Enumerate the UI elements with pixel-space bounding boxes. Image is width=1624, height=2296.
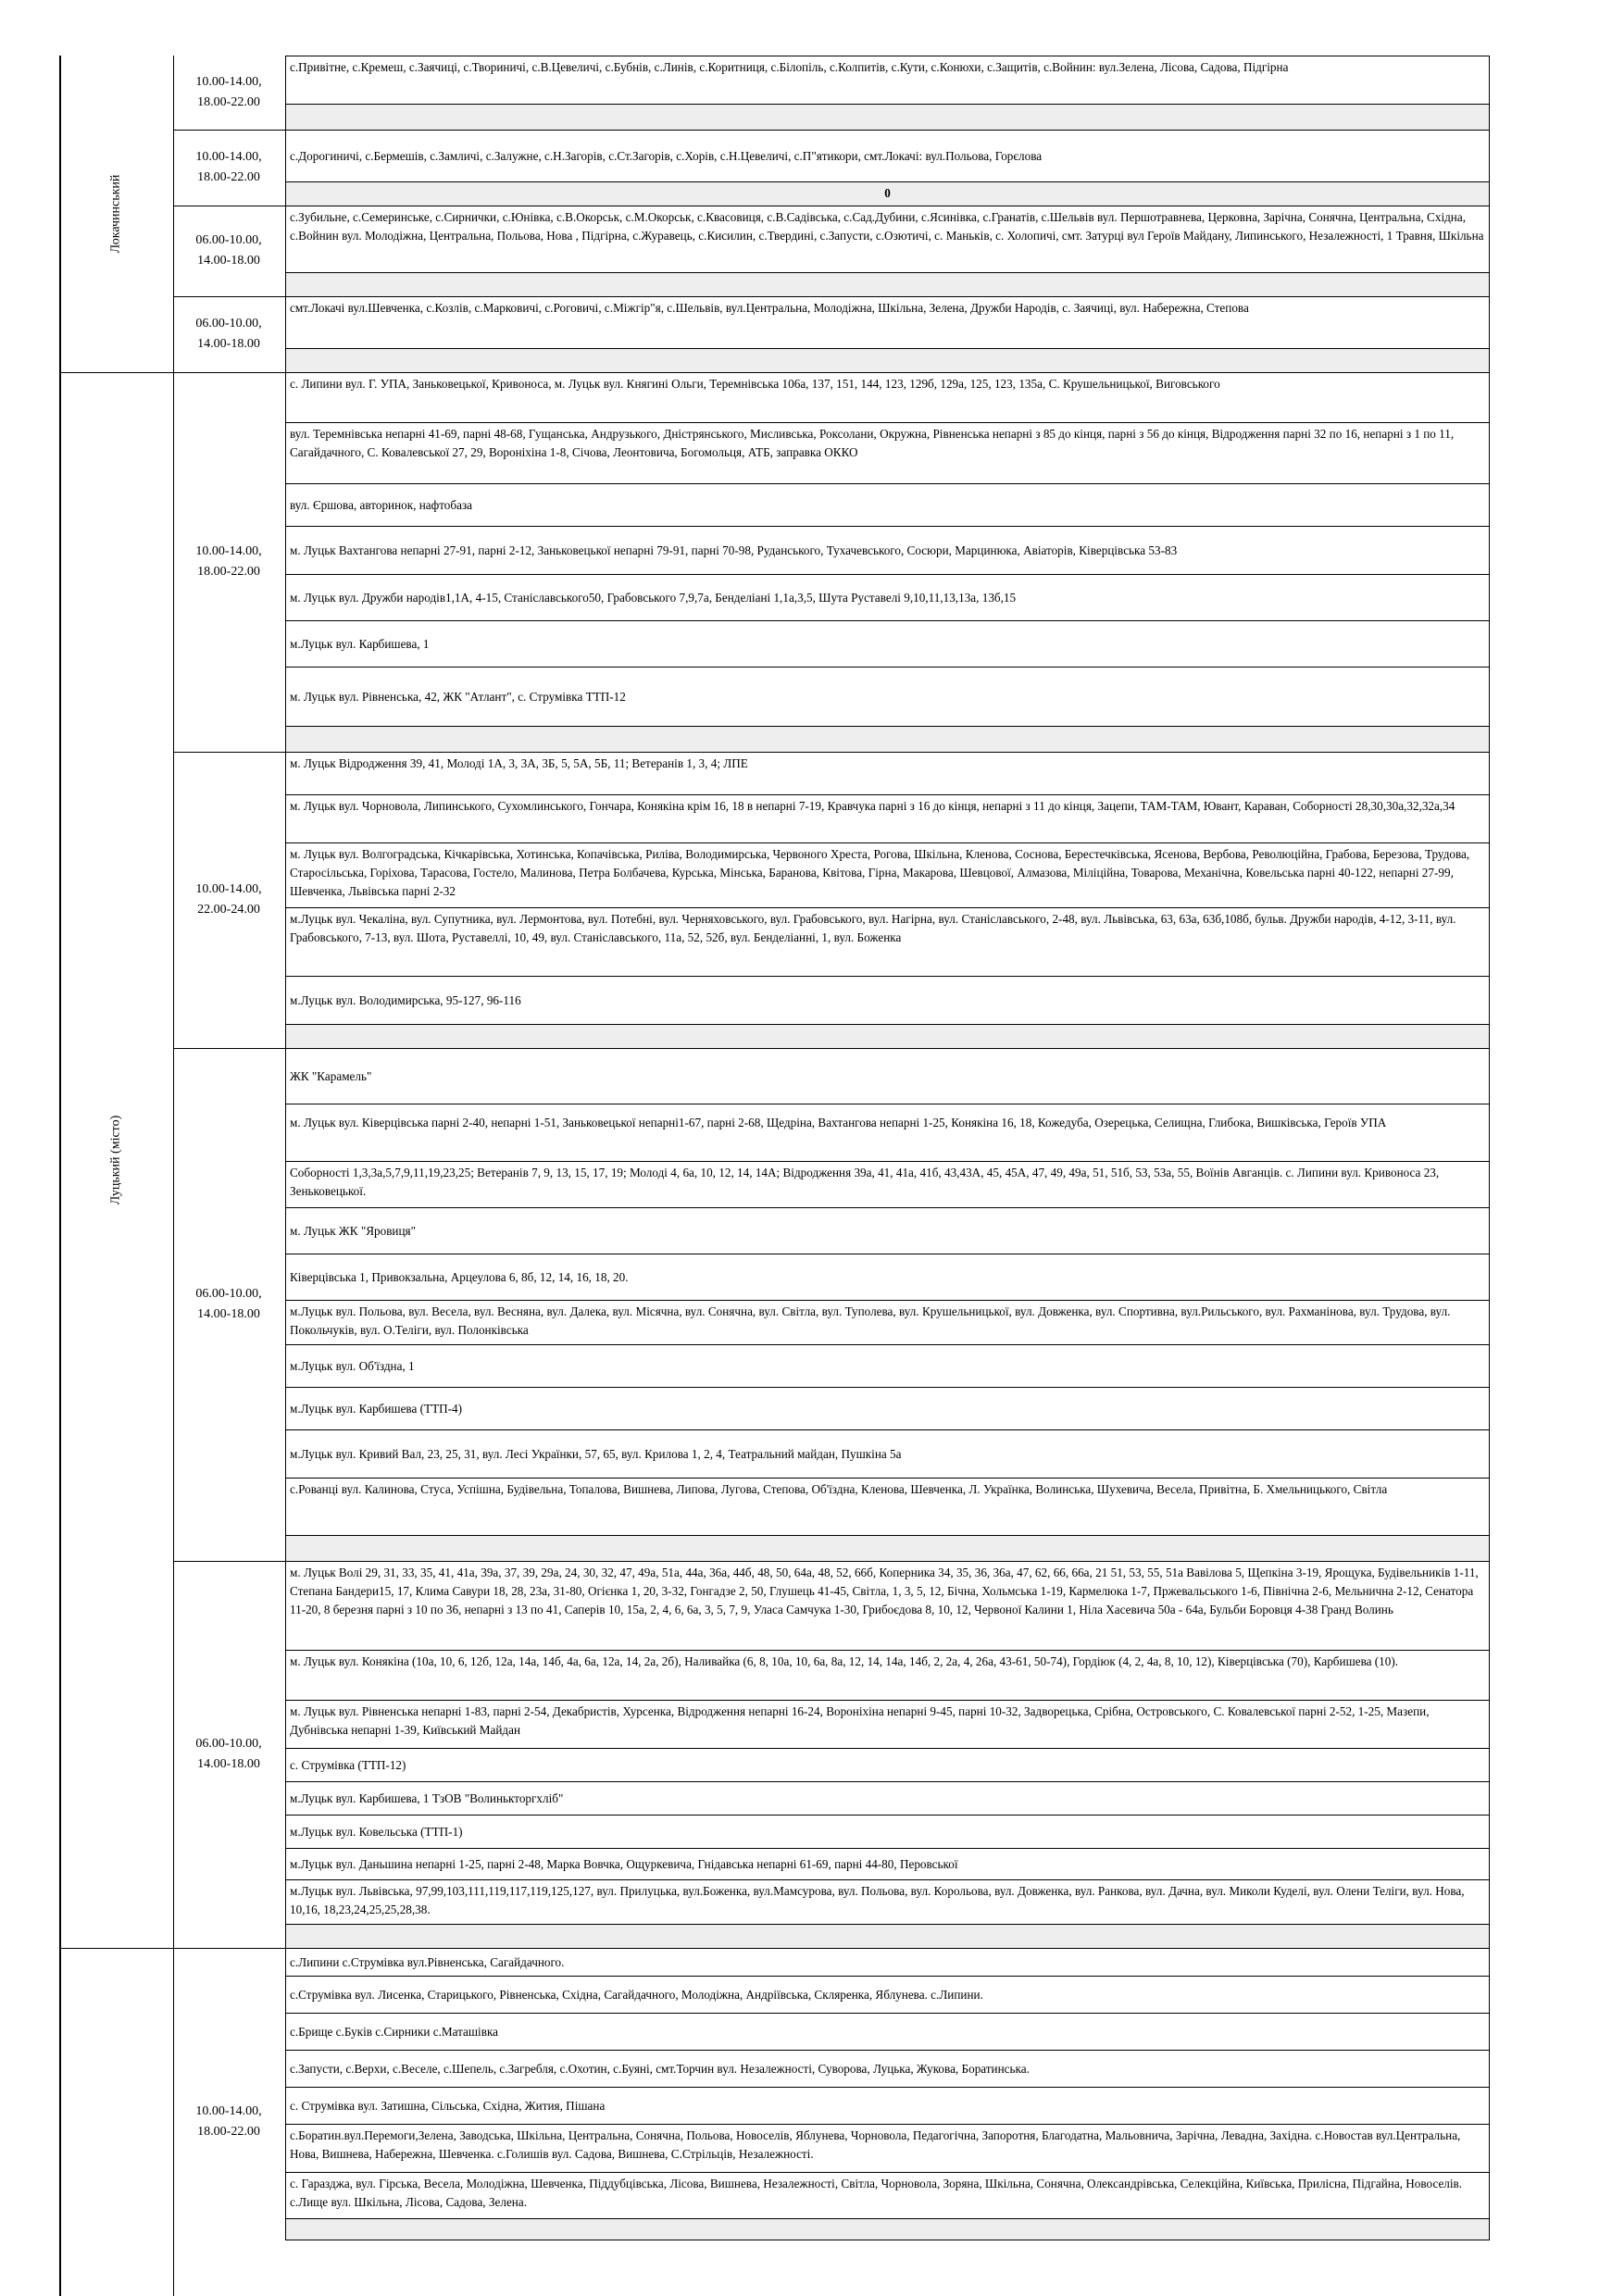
- address-row: м. Луцьк вул. Конякіна (10а, 10, 6, 12б, 12а, 14а, 14б, 4а, 6а, 12а, 14, 2а, 2б), Наливайка (6, 8, 10а, 10, 6а, 8а, 12, 14, 14а, 14б, 2, 2а, 4, 26а, 43-61, 50-74), Гордіюк (4, 2, 4а, 8, 10, 12), Ківерцівська (70), Карбишева (10).: [285, 1650, 1490, 1700]
- time-slot: 06.00-10.00, 14.00-18.00: [195, 1737, 262, 1771]
- address-row: с.Боратин.вул.Перемоги,Зелена, Заводська, Шкільна, Центральна, Сонячна, Польова, Новоселів, Яблунева, Чорновола, Педагогічна, Запоротня, Благодатна, Мальовнича, Зарічна, Левадна, Західна. с.Новостав вул.Центральна, Нова, Вишнева, Набережна, Шевченка. с.Голишів вул. Садова, Вишнева, С.Стрільців, Незалежності.: [285, 2124, 1490, 2172]
- address-row: Соборності 1,3,3а,5,7,9,11,19,23,25; Ветеранів 7, 9, 13, 15, 17, 19; Молоді 4, 6а, 10, 12, 14, 14А; Відродження 39а, 41, 41а, 41б, 43,43А, 45, 45А, 47, 49, 49а, 51, 51б, 53, 53а, 55, Воїнів Авганців. с. Липини вул. Кривоноса 23, Зеньковецької.: [285, 1161, 1490, 1207]
- address-row: м. Луцьк Відродження 39, 41, Молоді 1А, 3, 3А, 3Б, 5, 5А, 5Б, 11; Ветеранів 1, 3, 4; ЛПЕ: [285, 752, 1490, 794]
- spacer-row: [285, 1024, 1490, 1048]
- address-row: м.Луцьк вул. Об'їздна, 1: [285, 1344, 1490, 1387]
- spacer-row: [285, 272, 1490, 296]
- time-slot: 06.00-10.00, 14.00-18.00: [195, 317, 262, 351]
- zero-row: 0: [285, 181, 1490, 206]
- address-row: м.Луцьк вул. Карбишева, 1 ТзОВ "Волинькторгхліб": [285, 1781, 1490, 1815]
- address-row: с.Дорогиничі, с.Бермешів, с.Замличі, с.Залужне, с.Н.Загорів, с.Ст.Загорів, с.Хорів, с.Н.Цевеличі, с.П"ятикори, смт.Локачі: вул.Польова, Горєлова: [285, 130, 1490, 181]
- address-row: с. Струмівка (ТТП-12): [285, 1748, 1490, 1781]
- address-row: с.Привітне, с.Кремеш, с.Заячиці, с.Твориничі, с.В.Цевеличі, с.Бубнів, с.Линів, с.Коритниця, с.Білопіль, с.Колпитів, с.Кути, с.Конюхи, с.Защитів, с.Войнин: вул.Зелена, Лісова, Садова, Підгірна: [285, 56, 1490, 104]
- spacer-row: [285, 2218, 1490, 2240]
- spacer-row: [285, 1535, 1490, 1561]
- address-row: м.Луцьк вул. Польова, вул. Весела, вул. Весняна, вул. Далека, вул. Місячна, вул. Сонячна, вул. Світла, вул. Туполева, вул. Крушельницької, вул. Довженка, вул. Спортивна, вул.Рильського, вул. Рахманінова, вул. Трудова, вул. Покольчуків, вул. О.Теліги, вул. Полонківська: [285, 1300, 1490, 1344]
- address-row: с. Струмівка вул. Затишна, Сільська, Східна, Жития, Пішана: [285, 2087, 1490, 2124]
- address-row: с. Гаразджа, вул. Гірська, Весела, Молодіжна, Шевченка, Піддубцівська, Лісова, Вишнева, Незалежності, Світла, Чорновола, Зоряна, Шкільна, Сонячна, Олександрівська, Селекційна, Київська, Прилісна, Підгайна, Новоселів. с.Лище вул. Шкільна, Лісова, Садова, Зелена.: [285, 2172, 1490, 2218]
- time-slot: 10.00-14.00, 18.00-22.00: [195, 2104, 262, 2139]
- address-row: м. Луцьк Волі 29, 31, 33, 35, 41, 41а, 39а, 37, 39, 29а, 24, 30, 32, 47, 49а, 51а, 44а, 36а, 44б, 48, 50, 64а, 48, 52, 66б, Коперника 34, 35, 36, 36а, 47, 62, 66, 66а, 21 51, 53, 55, 51а Вавілова 5, Щепкіна 3-19, Ярощука, Будівельників 1-11, Степана Бандери15, 17, Клима Савури 18, 28, 23а, 31-80, Огієнка 1, 20, 3-32, Гонгадзе 2, 50, Глушець 41-45, Світла, 1, 3, 5, 12, Бічна, Хольмська 1-19, Кармелюка 1-7, Пржевальського 1-6, Північна 2-6, Мельнична 2-12, Сенатора 11-20, 8 березня парні з 10 по 36, непарні з 13 по 41, Саперів 10, 15а, 2, 4, 6, 6а, 3, 5, 7, 9, Уласа Самчука 1-30, Грибоєдова 8, 10, 12, Червоної Калини 1, Ніла Хасевича 50а - 64а, Бульби Боровця 4-38 Гранд Волинь: [285, 1561, 1490, 1650]
- address-row: с. Липини вул. Г. УПА, Заньковецької, Кривоноса, м. Луцьк вул. Княгині Ольги, Теремнівська 106а, 137, 151, 144, 123, 129б, 129а, 125, 123, 135а, С. Крушельницької, Виговського: [285, 372, 1490, 422]
- spacer-row: [285, 348, 1490, 372]
- address-row: м. Луцьк вул. Волгоградська, Кічкарівська, Хотинська, Копачівська, Риліва, Володимирська, Червоного Хреста, Рогова, Шкільна, Кленова, Соснова, Берестечківська, Ясенова, Вербова, Революційна, Грабова, Березова, Трудова, Старосільська, Горіхова, Тарасова, Гостело, Малинова, Петра Болбачева, Курська, Мінська, Баранова, Квітова, Гірна, Макарова, Шевцової, Алмазова, Міліційна, Товарова, Механічна, Ковельська парні 40-122, непарні 27-99, Шевченка, Львівська парні 2-32: [285, 842, 1490, 907]
- address-row: м. Луцьк Вахтангова непарні 27-91, парні 2-12, Заньковецької непарні 79-91, парні 70-98, Руданського, Тухачевського, Сосюри, Марцинюка, Авіаторів, Ківерцівська 53-83: [285, 526, 1490, 574]
- spacer-row: [285, 1924, 1490, 1948]
- address-row: м.Луцьк вул. Кривий Вал, 23, 25, 31, вул. Лесі Українки, 57, 65, вул. Крилова 1, 2, 4, Театральний майдан, Пушкіна 5а: [285, 1429, 1490, 1478]
- address-row: м. Луцьк вул. Дружби народів1,1А, 4-15, Станіславського50, Грабовського 7,9,7а, Бенделіані 1,1а,3,5, Шута Руставелі 9,10,11,13,13а, 13б,15: [285, 574, 1490, 620]
- address-row: с.Брище с.Буків с.Сирники с.Маташівка: [285, 2013, 1490, 2050]
- address-row: Ківерцівська 1, Привокзальна, Арцеулова 6, 8б, 12, 14, 16, 18, 20.: [285, 1254, 1490, 1300]
- district-label: [59, 1948, 173, 2296]
- address-row: м.Луцьк вул. Карбишева, 1: [285, 620, 1490, 667]
- address-row: ЖК "Карамель": [285, 1048, 1490, 1104]
- time-slot: 10.00-14.00, 22.00-24.00: [195, 882, 262, 917]
- address-row: с.Рованці вул. Калинова, Стуса, Успішна, Будівельна, Топалова, Вишнева, Липова, Лугова, Степова, Об'їздна, Кленова, Шевченка, Л. Українка, Волинська, Шухевича, Весела, Привітна, Б. Хмельницького, Світла: [285, 1478, 1490, 1535]
- address-row: с.Струмівка вул. Лисенка, Старицького, Рівненська, Східна, Сагайдачного, Молодіжна, Андріївська, Скляренка, Яблунева. с.Липини.: [285, 1976, 1490, 2013]
- address-row: м.Луцьк вул. Ковельська (ТТП-1): [285, 1815, 1490, 1848]
- address-row: с.Липини с.Струмівка вул.Рівненська, Сагайдачного.: [285, 1948, 1490, 1976]
- spacer-row: [285, 726, 1490, 752]
- time-slot: 10.00-14.00, 18.00-22.00: [195, 75, 262, 109]
- address-row: м.Луцьк вул. Чекаліна, вул. Супутника, вул. Лермонтова, вул. Потебні, вул. Черняховського, вул. Грабовського, вул. Нагірна, вул. Станіславського, 2-48, вул. Львівська, 63, 63а, 63б,108б, бульв. Дружби народів, 4-12, 3-11, вул. Грабовського, 7-13, вул. Шота, Руставеллі, 10, 49, вул. Станіславського, 11а, 52, 52б, вул. Бенделіанні, 1, вул. Боженка: [285, 907, 1490, 976]
- address-row: вул. Теремнівська непарні 41-69, парні 48-68, Гущанська, Андрузького, Дністрянського, Мисливська, Роксолани, Окружна, Рівненська непарні з 85 до кінця, парні з 56 до кінця, Відродження парні 32 по 16, непарні з 1 по 11, Сагайдачного, С. Ковалевської 27, 29, Вороніхіна 1-8, Січова, Леонтовича, Богомольця, АТБ, заправка ОККО: [285, 422, 1490, 483]
- address-row: с.Зубильне, с.Семеринське, с.Сирнички, с.Юнівка, с.В.Окорськ, с.М.Окорськ, с.Квасовиця, с.В.Садівська, с.Сад.Дубини, с.Ясинівка, с.Гранатів, с.Шельвів вул. Першотравнева, Церковна, Зарічна, Сонячна, Центральна, Східна, с.Войнин вул. Молодіжна, Центральна, Польова, Нова , Підгірна, с.Журавець, с.Кисилин, с.Твердині, с.Запусти, с.Озютичі, с. Маньків, с. Холопичі, смт. Затурці вул Героїв Майдану, Липинського, Незалежності, 1 Травня, Шкільна: [285, 206, 1490, 272]
- time-slot: 06.00-10.00, 14.00-18.00: [195, 233, 262, 268]
- address-row: м. Луцьк вул. Рівненська непарні 1-83, парні 2-54, Декабристів, Хурсенка, Відродження непарні 16-24, Вороніхіна непарні 9-45, парні 10-32, Задворецька, Срібна, Островського, С. Ковалевської парні 2-52, 1-25, Мазепи, Дубнівська непарні 1-39, Київський Майдан: [285, 1700, 1490, 1748]
- time-slot: 10.00-14.00, 18.00-22.00: [195, 544, 262, 579]
- address-row: смт.Локачі вул.Шевченка, с.Козлів, с.Марковичі, с.Роговичі, с.Міжгір"я, с.Шельвів, вул.Центральна, Молодіжна, Шкільна, Зелена, Дружби Народів, с. Заячиці, вул. Набережна, Степова: [285, 296, 1490, 348]
- address-row: м. Луцьк вул. Рівненська, 42, ЖК "Атлант", с. Струмівка ТТП-12: [285, 667, 1490, 726]
- district-label: Локачинський: [108, 174, 123, 254]
- address-row: м.Луцьк вул. Карбишева (ТТП-4): [285, 1387, 1490, 1429]
- time-slot: 10.00-14.00, 18.00-22.00: [195, 150, 262, 184]
- district-label: Луцький (місто): [108, 1115, 123, 1205]
- address-row: м. Луцьк вул. Ківерцівська парні 2-40, непарні 1-51, Заньковецької непарні1-67, парні 2-68, Щедріна, Вахтангова непарні 1-25, Конякіна 16, 18, Кожедуба, Озерецька, Селищна, Глибока, Вишківська, Героїв УПА: [285, 1104, 1490, 1161]
- address-row: м. Луцьк ЖК "Яровиця": [285, 1207, 1490, 1254]
- address-row: с.Запусти, с.Верхи, с.Веселе, с.Шепель, с.Загребля, с.Охотин, с.Буяні, смт.Торчин вул. Незалежності, Суворова, Луцька, Жукова, Боратинська.: [285, 2050, 1490, 2087]
- address-row: м. Луцьк вул. Чорновола, Липинського, Сухомлинського, Гончара, Конякіна крім 16, 18 в непарні 7-19, Кравчука парні з 16 до кінця, непарні з 11 до кінця, Зацепи, ТАМ-ТАМ, Ювант, Караван, Соборності 28,30,30а,32,32а,34: [285, 794, 1490, 842]
- address-row: м.Луцьк вул. Даньшина непарні 1-25, парні 2-48, Марка Вовчка, Ощуркевича, Гнідавська непарні 61-69, парні 44-80, Перовської: [285, 1848, 1490, 1879]
- time-slot: 06.00-10.00, 14.00-18.00: [195, 1287, 262, 1321]
- address-row: вул. Єршова, авторинок, нафтобаза: [285, 483, 1490, 526]
- spacer-row: [285, 104, 1490, 130]
- address-row: м.Луцьк вул. Львівська, 97,99,103,111,119,117,119,125,127, вул. Прилуцька, вул.Боженка, вул.Мамсурова, вул. Польова, вул. Корольова, вул. Довженка, вул. Ранкова, вул. Дачна, вул. Миколи Куделі, вул. Олени Теліги, вул. Нова, 10,16, 18,23,24,25,25,28,38.: [285, 1879, 1490, 1924]
- address-row: м.Луцьк вул. Володимирська, 95-127, 96-116: [285, 976, 1490, 1024]
